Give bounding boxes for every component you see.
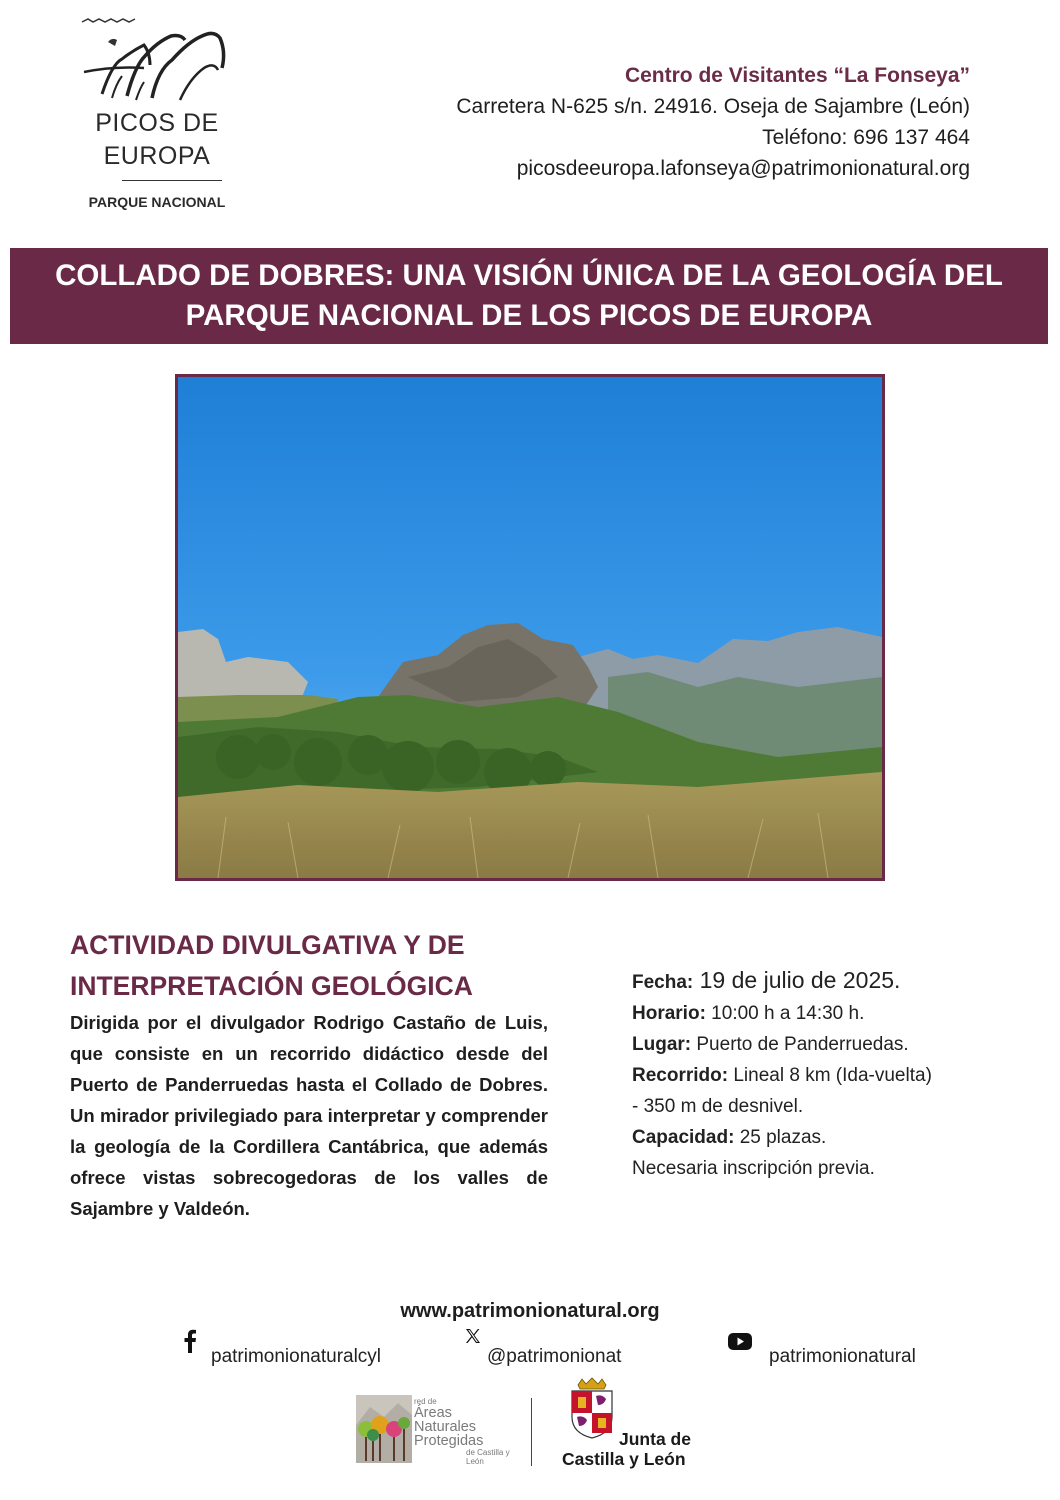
detail-route: [632, 1060, 942, 1122]
trees-icon: [356, 1395, 412, 1463]
place-value: Puerto de Panderruedas.: [691, 1034, 909, 1055]
place-label: Lugar:: [632, 1034, 692, 1055]
website-link[interactable]: www.patrimonionatural.org: [400, 1300, 660, 1322]
anp-areas: Áreas: [414, 1405, 452, 1421]
title-banner: [10, 248, 1048, 344]
anp-region: de Castilla y León: [466, 1448, 510, 1466]
picos-de-europa-logo: [72, 14, 242, 219]
activity-heading-line2: INTERPRETACIÓN GEOLÓGICA: [70, 971, 473, 1001]
registration-note: Necesaria inscripción previa.: [632, 1158, 875, 1179]
anp-red-de: red de: [414, 1397, 437, 1406]
capacity-label: Capacidad:: [632, 1127, 735, 1148]
page-title-line2: PARQUE NACIONAL DE LOS PICOS DE EUROPA: [185, 299, 873, 332]
route-label: Recorrido:: [632, 1065, 729, 1086]
facebook-link[interactable]: [183, 1320, 381, 1368]
logo-text-line1: PICOS DE: [95, 109, 219, 137]
mountain-landscape-image: [178, 377, 882, 878]
junta-castilla-leon-logo: [562, 1381, 712, 1481]
facebook-handle: patrimonionaturalcyl: [211, 1346, 382, 1367]
x-link[interactable]: [465, 1320, 621, 1368]
date-label: Fecha:: [632, 972, 694, 993]
x-handle: @patrimonionat: [487, 1346, 622, 1367]
logo-text-line2: EUROPA: [103, 142, 211, 170]
jcyl-text: [562, 1429, 712, 1469]
route-value: Lineal 8 km (Ida-vuelta) - 350 m de desnivel.: [632, 1065, 932, 1117]
contact-phone: Teléfono: 696 137 464: [762, 126, 970, 149]
page-title-line1: COLLADO DE DOBRES: UNA VISIÓN ÚNICA DE LA GEOLOGÍA DEL: [55, 259, 1003, 292]
youtube-handle: patrimonionatural: [769, 1346, 916, 1367]
event-details: [632, 965, 1002, 1184]
visitor-center-name: Centro de Visitantes “La Fonseya”: [624, 64, 970, 87]
contact-block: [456, 60, 970, 184]
detail-date: [632, 965, 1002, 998]
logo-text-line3: PARQUE NACIONAL: [88, 194, 226, 210]
contact-address: Carretera N-625 s/n. 24916. Oseja de Sajambre (León): [456, 95, 970, 118]
capacity-value: 25 plazas.: [734, 1127, 827, 1148]
detail-capacity: [632, 1122, 1002, 1153]
areas-naturales-protegidas-logo: [356, 1395, 526, 1467]
anp-naturales: Naturales: [414, 1419, 477, 1435]
schedule-label: Horario:: [632, 1003, 706, 1024]
activity-heading-line1: ACTIVIDAD DIVULGATIVA Y DE: [70, 930, 465, 960]
anp-protegidas: Protegidas: [414, 1433, 484, 1449]
schedule-value: 10:00 h a 14:30 h.: [705, 1003, 865, 1024]
activity-description: Dirigida por el divulgador Rodrigo Castaño de Luis, que consiste en un recorrido didáctico desde del Puerto de Panderruedas hasta el Collado de Dobres. Un mirador privilegiado para interpretar y comprender la geología de la Cordillera Cantábrica, que además ofrece vistas sobrecogedoras de los valles de Sajambre y Valdeón.: [70, 1012, 548, 1219]
logo-divider: [122, 180, 222, 181]
detail-schedule: [632, 998, 1002, 1029]
x-icon: [465, 1328, 481, 1350]
landscape-photo: [175, 374, 885, 881]
jcyl-line1: Junta de: [619, 1429, 691, 1449]
contact-email[interactable]: picosdeeuropa.lafonseya@patrimonionatural.org: [516, 157, 970, 180]
anp-text: [414, 1397, 526, 1466]
detail-place: [632, 1029, 1002, 1060]
mountain-silhouette-icon: [72, 14, 242, 109]
footer-divider: [531, 1398, 532, 1466]
facebook-icon: [183, 1329, 197, 1359]
youtube-link[interactable]: [728, 1320, 916, 1368]
page-title: [55, 256, 1003, 336]
jcyl-line2: Castilla y León: [562, 1449, 686, 1469]
activity-heading: [70, 925, 590, 1007]
date-value: 19 de julio de 2025.: [693, 967, 901, 993]
youtube-icon: [728, 1333, 752, 1356]
